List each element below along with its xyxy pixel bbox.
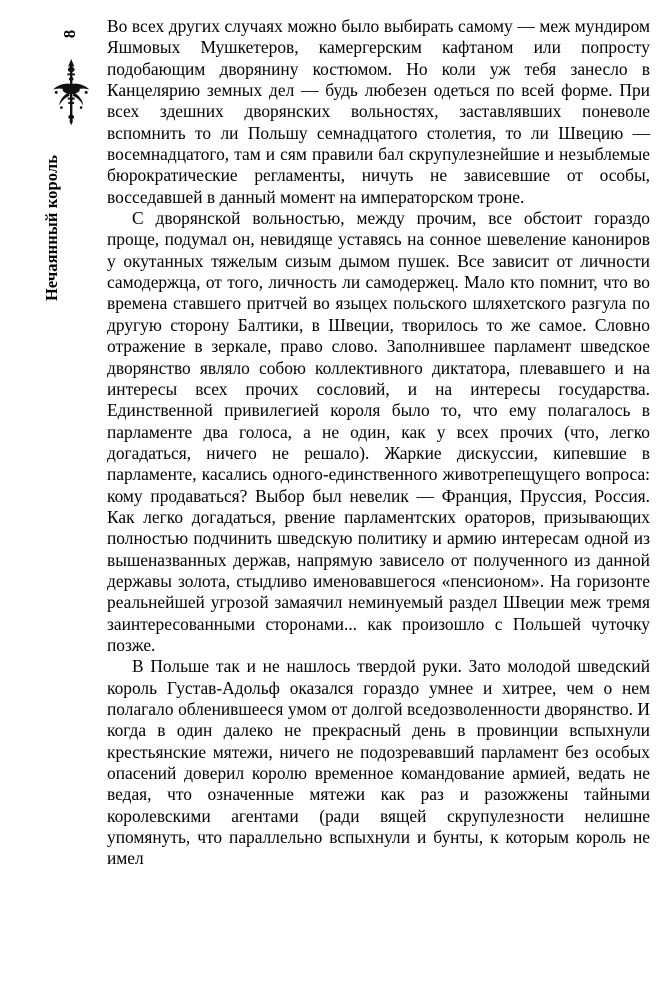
page-number: 8 <box>60 29 79 39</box>
sword-ornament <box>50 57 92 127</box>
body-paragraph: С дворянской вольностью, между прочим, все обстоит гораздо проще, подумал он, невидяще уставясь на сонное шевеление канониров у окутанных тяжелым сизым дымом пушек. Все зависит от личности самодержца, от того, личность ли самодержец. Мало кто помнит, что во времена ставшего притчей во языцех польского шляхетского разгула по другую сторону Балтики, в Швеции, творилось то же самое. Словно отражение в зеркале, право слово. Заполнившее парламент шведское дворянство являло собою коллективного диктатора, плевавшего и на интересы всех прочих сословий, и на интересы государства. Единственной привилегией короля было то, что ему полагалось в парламенте два голоса, а не один, как у всех прочих (что, легко догадаться, ничего не решало). Жаркие дискуссии, кипевшие в парламенте, касались одного-единственного животрепещущего вопроса: кому продаваться? Выбор был невелик — Франция, Пруссия, Россия. Как легко догадаться, рвение парламентских ораторов, призывающих полностью подчинить шведскую политику и армию интересам одной из вышеназванных держав, напрямую зависело от полученного из данной державы золота, стыдливо именовавшегося «пенсионом». На горизонте реальнейшей угрозой замаячил неминуемый раздел Швеции меж тремя заинтересованными сторонами... как произошло с Польшей чуточку позже. <box>107 208 650 655</box>
body-paragraph: В Польше так и не нашлось твердой руки. Зато молодой шведский король Густав-Адольф оказался гораздо умнее и хитрее, чем о нем полагало обленившееся умом от долгой вседозволенности дворянство. И когда в один далеко не прекрасный день в провинции вспыхнули крестьянские мятежи, ничего не подозревавший парламент без особых опасений доверил королю временное командование армией, ведать не ведая, что означенные мятежи как раз и разожжены тайными королевскими агентами (ради вящей скрупулезности нелишне упомянуть, что параллельно вспыхнули и бунты, к которым король не имел <box>107 656 650 869</box>
body-paragraph: Во всех других случаях можно было выбирать самому — меж мундиром Яшмовых Мушкетеров, камергерским кафтаном или попросту подобающим дворянину костюмом. Но коли уж тебя занесло в Канцелярию земных дел — будь любезен одеться по всей форме. При всех здешних дворянских вольностях, заставлявших поневоле вспомнить то ли Польшу семнадцатого столетия, то ли Швецию — восемнадцатого, там и сям правили бал скрупулезнейшие и незыблемые бюрократические регламенты, ничуть не зависевшие от особы, восседавшей в данный момент на императорском троне. <box>107 16 650 207</box>
page-text-body <box>107 16 650 870</box>
running-head-title: Нечаянный король <box>42 154 61 302</box>
page-margin-column <box>0 0 104 1000</box>
